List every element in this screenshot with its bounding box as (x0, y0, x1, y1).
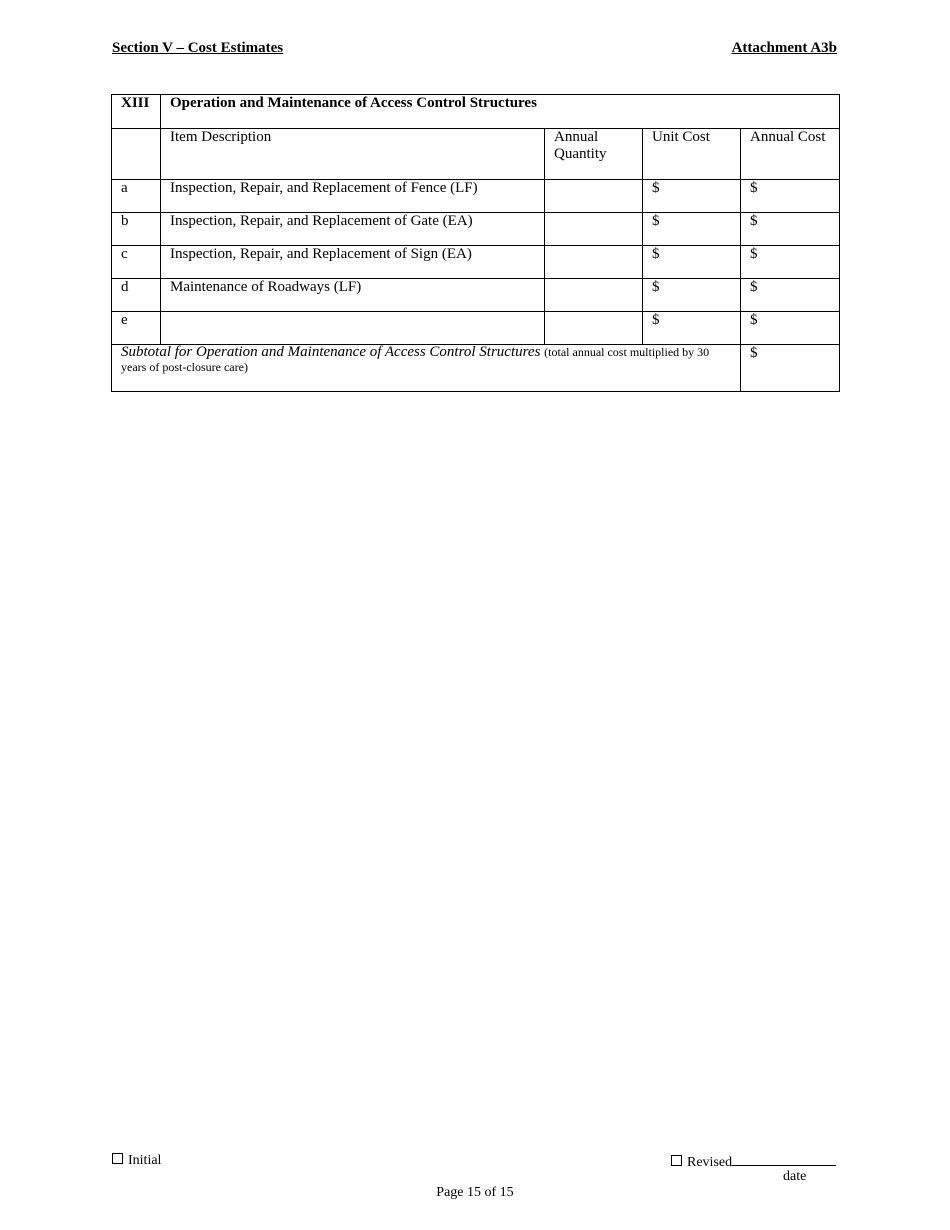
cost-estimate-table (111, 94, 840, 392)
row-quantity[interactable] (545, 279, 643, 312)
initial-checkbox-icon[interactable] (112, 1153, 123, 1164)
section-heading: Section V – Cost Estimates (112, 40, 284, 56)
page-number: Page 15 of 15 (436, 1185, 514, 1200)
row-quantity[interactable] (545, 246, 643, 279)
initial-option[interactable] (112, 1153, 161, 1169)
row-unit-cost[interactable]: $ (643, 213, 741, 246)
row-annual-cost[interactable]: $ (741, 279, 840, 312)
revised-checkbox-icon[interactable] (671, 1155, 682, 1166)
row-description: Inspection, Repair, and Replacement of Fence (LF) (161, 180, 545, 213)
row-description: Inspection, Repair, and Replacement of Sign (EA) (161, 246, 545, 279)
table-row (112, 213, 840, 246)
row-annual-cost[interactable]: $ (741, 246, 840, 279)
row-letter: c (112, 246, 161, 279)
revised-date-line[interactable] (732, 1153, 836, 1166)
initial-label: Initial (128, 1153, 162, 1168)
table-row (112, 246, 840, 279)
table-row (112, 180, 840, 213)
row-unit-cost[interactable]: $ (643, 312, 741, 345)
annual-quantity-header-line1: Annual (554, 129, 599, 145)
subtotal-label: Subtotal for Operation and Maintenance of Access Control Structures (121, 344, 541, 360)
row-quantity[interactable] (545, 180, 643, 213)
row-annual-cost[interactable]: $ (741, 213, 840, 246)
item-description-header: Item Description (161, 129, 545, 180)
table-row (112, 312, 840, 345)
row-unit-cost[interactable]: $ (643, 246, 741, 279)
row-quantity[interactable] (545, 312, 643, 345)
letter-header (112, 129, 161, 180)
attachment-heading: Attachment A3b (731, 40, 837, 56)
table-title-row (112, 95, 840, 129)
column-header-row (112, 129, 840, 180)
row-description[interactable] (161, 312, 545, 345)
row-annual-cost[interactable]: $ (741, 312, 840, 345)
row-letter: e (112, 312, 161, 345)
subtotal-label-cell (112, 345, 741, 392)
annual-cost-header: Annual Cost (741, 129, 840, 180)
row-description: Inspection, Repair, and Replacement of Gate (EA) (161, 213, 545, 246)
revised-option[interactable] (671, 1153, 836, 1171)
revised-label: Revised (687, 1155, 733, 1170)
row-unit-cost[interactable]: $ (643, 279, 741, 312)
row-letter: d (112, 279, 161, 312)
section-title: Operation and Maintenance of Access Control Structures (161, 95, 840, 129)
annual-quantity-header (545, 129, 643, 180)
row-letter: b (112, 213, 161, 246)
row-annual-cost[interactable]: $ (741, 180, 840, 213)
row-unit-cost[interactable]: $ (643, 180, 741, 213)
subtotal-value[interactable]: $ (741, 345, 840, 392)
row-quantity[interactable] (545, 213, 643, 246)
subtotal-note: (total annual cost multiplied by 30 years of post-closure care) (121, 345, 710, 374)
table-row (112, 279, 840, 312)
section-number: XIII (112, 95, 161, 129)
subtotal-row (112, 345, 840, 392)
unit-cost-header: Unit Cost (643, 129, 741, 180)
row-letter: a (112, 180, 161, 213)
row-description: Maintenance of Roadways (LF) (161, 279, 545, 312)
annual-quantity-header-line2: Quantity (554, 146, 607, 162)
date-caption: date (783, 1169, 807, 1184)
